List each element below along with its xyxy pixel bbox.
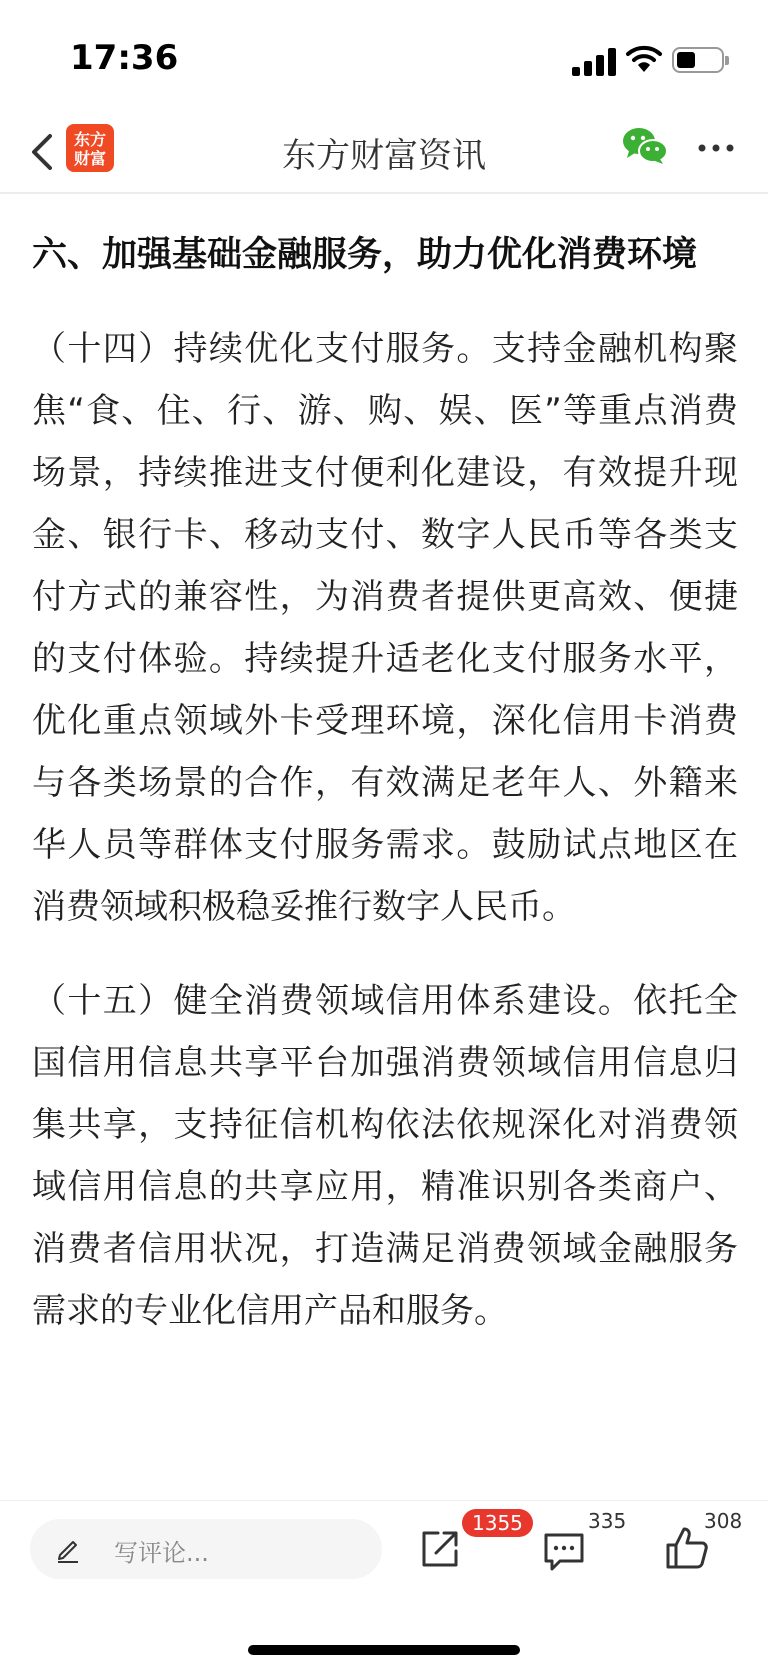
svg-text:东方: 东方 [73,130,107,149]
cellular-signal-icon [572,48,616,76]
article-paragraph: （十五）健全消费领域信用体系建设。依托全国信用信息共享平台加强消费领域信用信息归集共享，支持征信机构依法依规深化对消费领域信用信息的共享应用，精准识别各类商户、消费者信用状况，打造满足消费领域金融服务需求的专业化信用产品和服务。 [32,981,738,1331]
article-paragraph: （十四）持续优化支付服务。支持金融机构聚焦“食、住、行、游、购、娱、医”等重点消费场景，持续推进支付便利化建设，有效提升现金、银行卡、移动支付、数字人民币等各类支付方式的兼容性，为消费者提供更高效、便捷的支付体验。持续提升适老化支付服务水平，优化重点领域外卡受理环境，深化信用卡消费与各类场景的合作，有效满足老年人、外籍来华人员等群体支付服务需求。鼓励试点地区在消费领域积极稳妥推行数字人民币。 [32,329,738,927]
comment-input[interactable] [30,1519,382,1579]
comments-count: 335 [588,1509,627,1533]
comment-placeholder: 写评论... [114,1539,209,1567]
bottom-action-bar [0,1500,768,1664]
wechat-share-icon[interactable] [622,126,668,166]
share-icon[interactable] [418,1527,462,1571]
home-indicator [248,1645,520,1655]
page-title: 东方财富资讯 [282,136,486,176]
status-bar [0,0,768,110]
wifi-icon [626,44,662,74]
battery-icon [672,47,724,73]
more-options-icon[interactable] [696,128,736,168]
comments-icon[interactable] [542,1531,586,1573]
likes-count: 308 [704,1509,743,1533]
status-time: 17:36 [70,38,179,78]
pencil-icon [54,1535,82,1563]
share-count-badge: 1355 [462,1509,533,1537]
svg-text:财富: 财富 [73,149,107,168]
section-heading: 六、加强基础金融服务，助力优化消费环境 [32,235,698,275]
article-content [32,194,738,1500]
nav-bar [0,110,768,194]
